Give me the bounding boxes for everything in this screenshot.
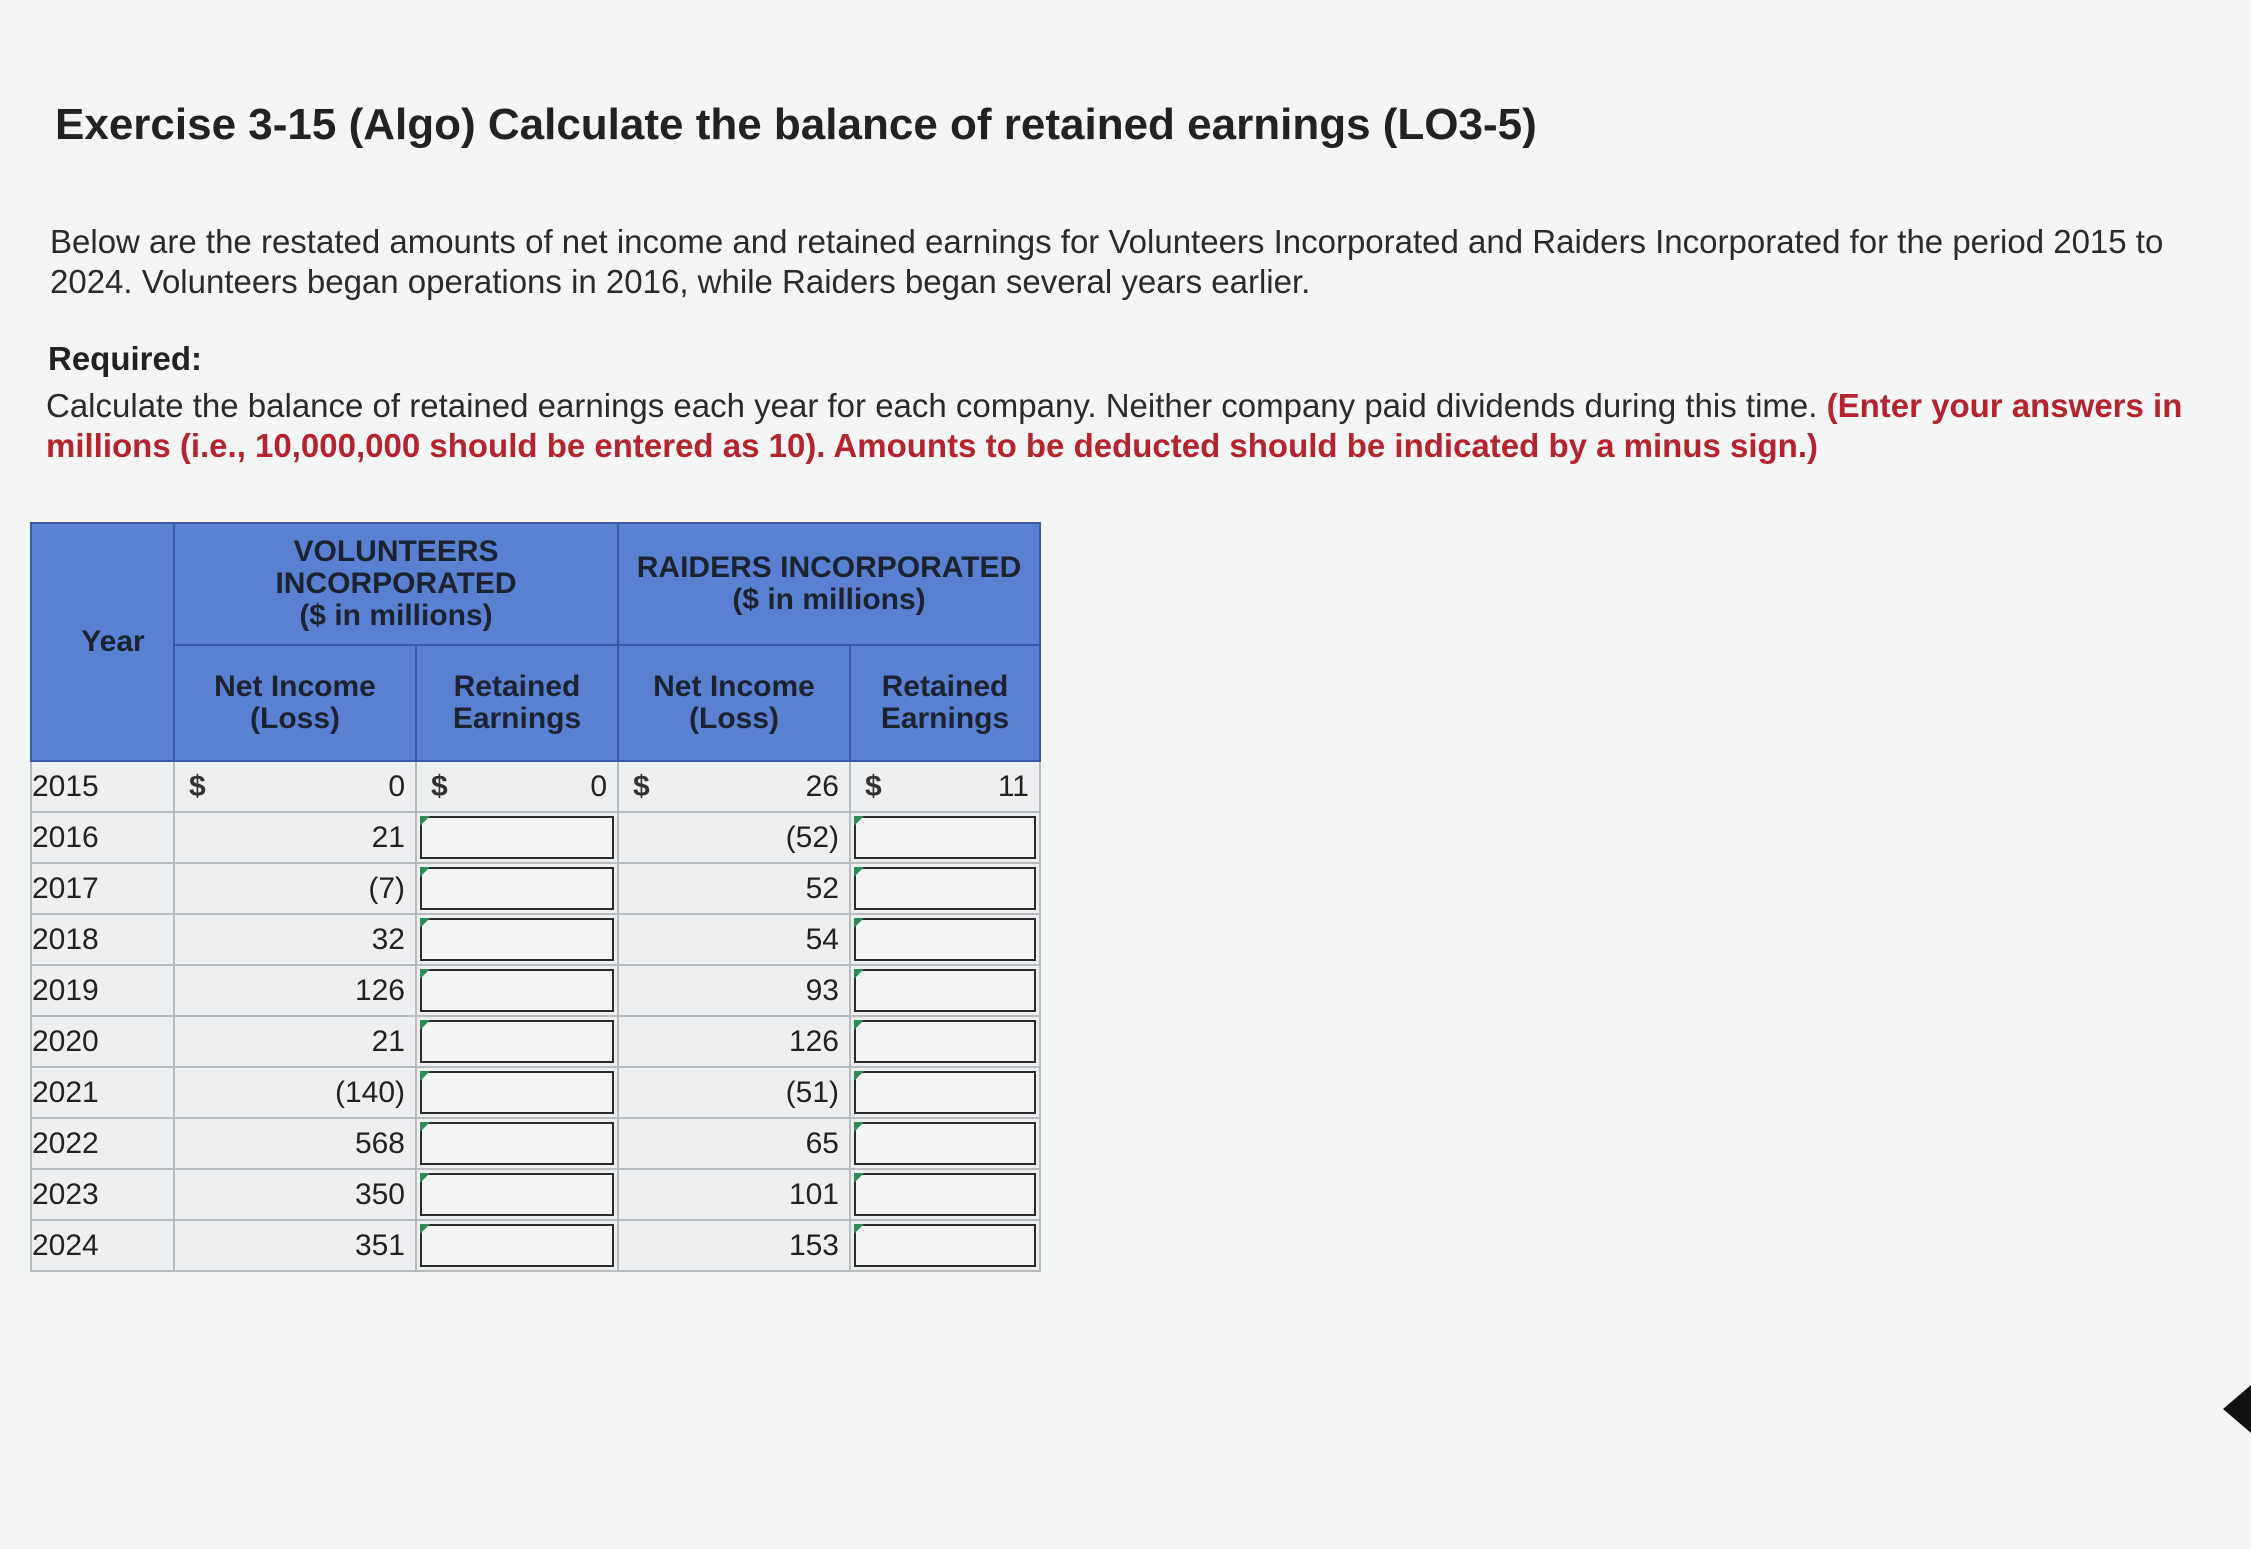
raiders-retained-cell[interactable] [850, 914, 1040, 965]
raiders-retained-input[interactable] [854, 1071, 1036, 1114]
raiders-unit: ($ in millions) [732, 583, 926, 616]
raiders-net-income-cell [618, 1067, 850, 1118]
raiders-retained-cell[interactable] [850, 1067, 1040, 1118]
raiders-retained-input[interactable] [854, 1122, 1036, 1165]
table-row [31, 914, 1040, 965]
retained-earnings-table [30, 522, 1041, 1272]
table-row [31, 863, 1040, 914]
year-cell: 2015 [31, 761, 174, 812]
raiders-retained-input[interactable] [854, 867, 1036, 910]
raiders-net-income-cell [618, 1118, 850, 1169]
volunteers-net-income-cell [174, 1016, 416, 1067]
volunteers-retained-value: 0 [590, 770, 607, 803]
raiders-net-income-value: 93 [805, 974, 839, 1007]
volunteers-retained-input[interactable] [420, 1122, 614, 1165]
raiders-net-income-cell [618, 1016, 850, 1067]
volunteers-retained-cell[interactable] [416, 1118, 618, 1169]
volunteers-net-income-cell [174, 1220, 416, 1271]
raiders-net-income-value: 126 [788, 1025, 839, 1058]
volunteers-net-income-cell [174, 1118, 416, 1169]
required-label: Required: [48, 340, 203, 377]
year-cell: 2024 [31, 1220, 174, 1271]
raiders-retained-input[interactable] [854, 816, 1036, 859]
raiders-retained-cell[interactable] [850, 812, 1040, 863]
raiders-net-income-header: Net Income (Loss) [618, 645, 850, 761]
raiders-retained-input[interactable] [854, 1173, 1036, 1216]
raiders-retained-cell[interactable] [850, 863, 1040, 914]
raiders-net-income-cell [618, 863, 850, 914]
currency-symbol: $ [189, 770, 206, 803]
year-cell: 2017 [31, 863, 174, 914]
year-cell: 2020 [31, 1016, 174, 1067]
volunteers-retained-input[interactable] [420, 969, 614, 1012]
mouse-pointer-icon [2223, 1385, 2251, 1433]
raiders-net-income-value: 26 [805, 770, 839, 803]
volunteers-retained-cell[interactable] [416, 1067, 618, 1118]
volunteers-net-income-cell [174, 965, 416, 1016]
volunteers-net-income-value: 351 [354, 1229, 405, 1262]
volunteers-retained-cell[interactable] [416, 812, 618, 863]
table-row [31, 965, 1040, 1016]
volunteers-net-income-header: Net Income (Loss) [174, 645, 416, 761]
volunteers-retained-cell [416, 761, 618, 812]
intro-text: Below are the restated amounts of net income and retained earnings for Volunteers Incorporated and Raiders Incorporated for the period 2015 to 2024. Volunteers began operations in 2016, while Raiders began several years earlier. [50, 223, 2164, 300]
volunteers-unit: ($ in millions) [299, 599, 493, 632]
raiders-net-income-cell [618, 914, 850, 965]
volunteers-net-income-value: 0 [388, 770, 405, 803]
volunteers-retained-cell[interactable] [416, 965, 618, 1016]
raiders-retained-input[interactable] [854, 1224, 1036, 1267]
volunteers-retained-cell[interactable] [416, 863, 618, 914]
raiders-net-income-cell [618, 1220, 850, 1271]
volunteers-net-income-value: 21 [371, 1025, 405, 1058]
volunteers-retained-input[interactable] [420, 1224, 614, 1267]
raiders-net-income-value: (52) [785, 821, 839, 854]
required-instruction: Calculate the balance of retained earnings each year for each company. Neither company paid dividends during this time. [46, 387, 1818, 424]
raiders-retained-cell[interactable] [850, 1016, 1040, 1067]
table-row [31, 1016, 1040, 1067]
volunteers-net-income-value: (140) [334, 1076, 405, 1109]
currency-symbol: $ [633, 770, 650, 803]
raiders-net-income-cell [618, 1169, 850, 1220]
year-cell: 2016 [31, 812, 174, 863]
raiders-net-income-value: 101 [788, 1178, 839, 1211]
year-cell: 2019 [31, 965, 174, 1016]
volunteers-net-income-value: 21 [371, 821, 405, 854]
table-row [31, 1169, 1040, 1220]
volunteers-retained-input[interactable] [420, 1020, 614, 1063]
volunteers-net-income-cell [174, 863, 416, 914]
raiders-name: RAIDERS INCORPORATED [636, 551, 1022, 584]
table-body [31, 761, 1040, 1271]
table-row [31, 1220, 1040, 1271]
volunteers-net-income-value: 126 [354, 974, 405, 1007]
volunteers-header [174, 523, 618, 645]
currency-symbol: $ [431, 770, 448, 803]
raiders-header [618, 523, 1040, 645]
volunteers-retained-input[interactable] [420, 816, 614, 859]
raiders-retained-header: Retained Earnings [850, 645, 1040, 761]
year-cell: 2023 [31, 1169, 174, 1220]
currency-symbol: $ [865, 770, 882, 803]
raiders-retained-cell[interactable] [850, 1118, 1040, 1169]
volunteers-retained-cell[interactable] [416, 1220, 618, 1271]
year-cell: 2021 [31, 1067, 174, 1118]
raiders-net-income-value: 54 [805, 923, 839, 956]
volunteers-net-income-cell [174, 1169, 416, 1220]
raiders-retained-cell[interactable] [850, 1220, 1040, 1271]
volunteers-retained-input[interactable] [420, 867, 614, 910]
table-row [31, 1067, 1040, 1118]
raiders-retained-cell [850, 761, 1040, 812]
raiders-retained-input[interactable] [854, 969, 1036, 1012]
volunteers-name: VOLUNTEERS INCORPORATED [275, 535, 517, 600]
exercise-title: Exercise 3-15 (Algo) Calculate the balance of retained earnings (LO3-5) [55, 100, 1537, 149]
year-cell: 2022 [31, 1118, 174, 1169]
volunteers-retained-cell[interactable] [416, 1016, 618, 1067]
year-cell: 2018 [31, 914, 174, 965]
raiders-net-income-cell [618, 965, 850, 1016]
volunteers-retained-input[interactable] [420, 918, 614, 961]
raiders-retained-input[interactable] [854, 918, 1036, 961]
raiders-net-income-value: (51) [785, 1076, 839, 1109]
raiders-net-income-value: 65 [805, 1127, 839, 1160]
volunteers-retained-header: Retained Earnings [416, 645, 618, 761]
volunteers-retained-input[interactable] [420, 1173, 614, 1216]
required-note: (Enter your answers in millions (i.e., 10,000,000 should be entered as 10). Amounts to be deducted should be indicated by a minus sign.) [46, 387, 2183, 464]
raiders-net-income-value: 52 [805, 872, 839, 905]
volunteers-net-income-cell [174, 812, 416, 863]
volunteers-net-income-value: 350 [354, 1178, 405, 1211]
volunteers-net-income-value: (7) [368, 872, 405, 905]
year-header: Year [31, 523, 174, 761]
table-row [31, 812, 1040, 863]
raiders-retained-cell[interactable] [850, 965, 1040, 1016]
raiders-retained-input[interactable] [854, 1020, 1036, 1063]
volunteers-net-income-value: 568 [354, 1127, 405, 1160]
volunteers-net-income-cell [174, 761, 416, 812]
raiders-net-income-cell [618, 812, 850, 863]
volunteers-net-income-value: 32 [371, 923, 405, 956]
volunteers-retained-input[interactable] [420, 1071, 614, 1114]
required-text [46, 386, 2216, 466]
raiders-net-income-value: 153 [788, 1229, 839, 1262]
raiders-retained-value: 11 [997, 770, 1029, 803]
volunteers-retained-cell[interactable] [416, 1169, 618, 1220]
raiders-retained-cell[interactable] [850, 1169, 1040, 1220]
raiders-net-income-cell [618, 761, 850, 812]
volunteers-net-income-cell [174, 1067, 416, 1118]
table-row [31, 761, 1040, 812]
volunteers-net-income-cell [174, 914, 416, 965]
volunteers-retained-cell[interactable] [416, 914, 618, 965]
table-row [31, 1118, 1040, 1169]
